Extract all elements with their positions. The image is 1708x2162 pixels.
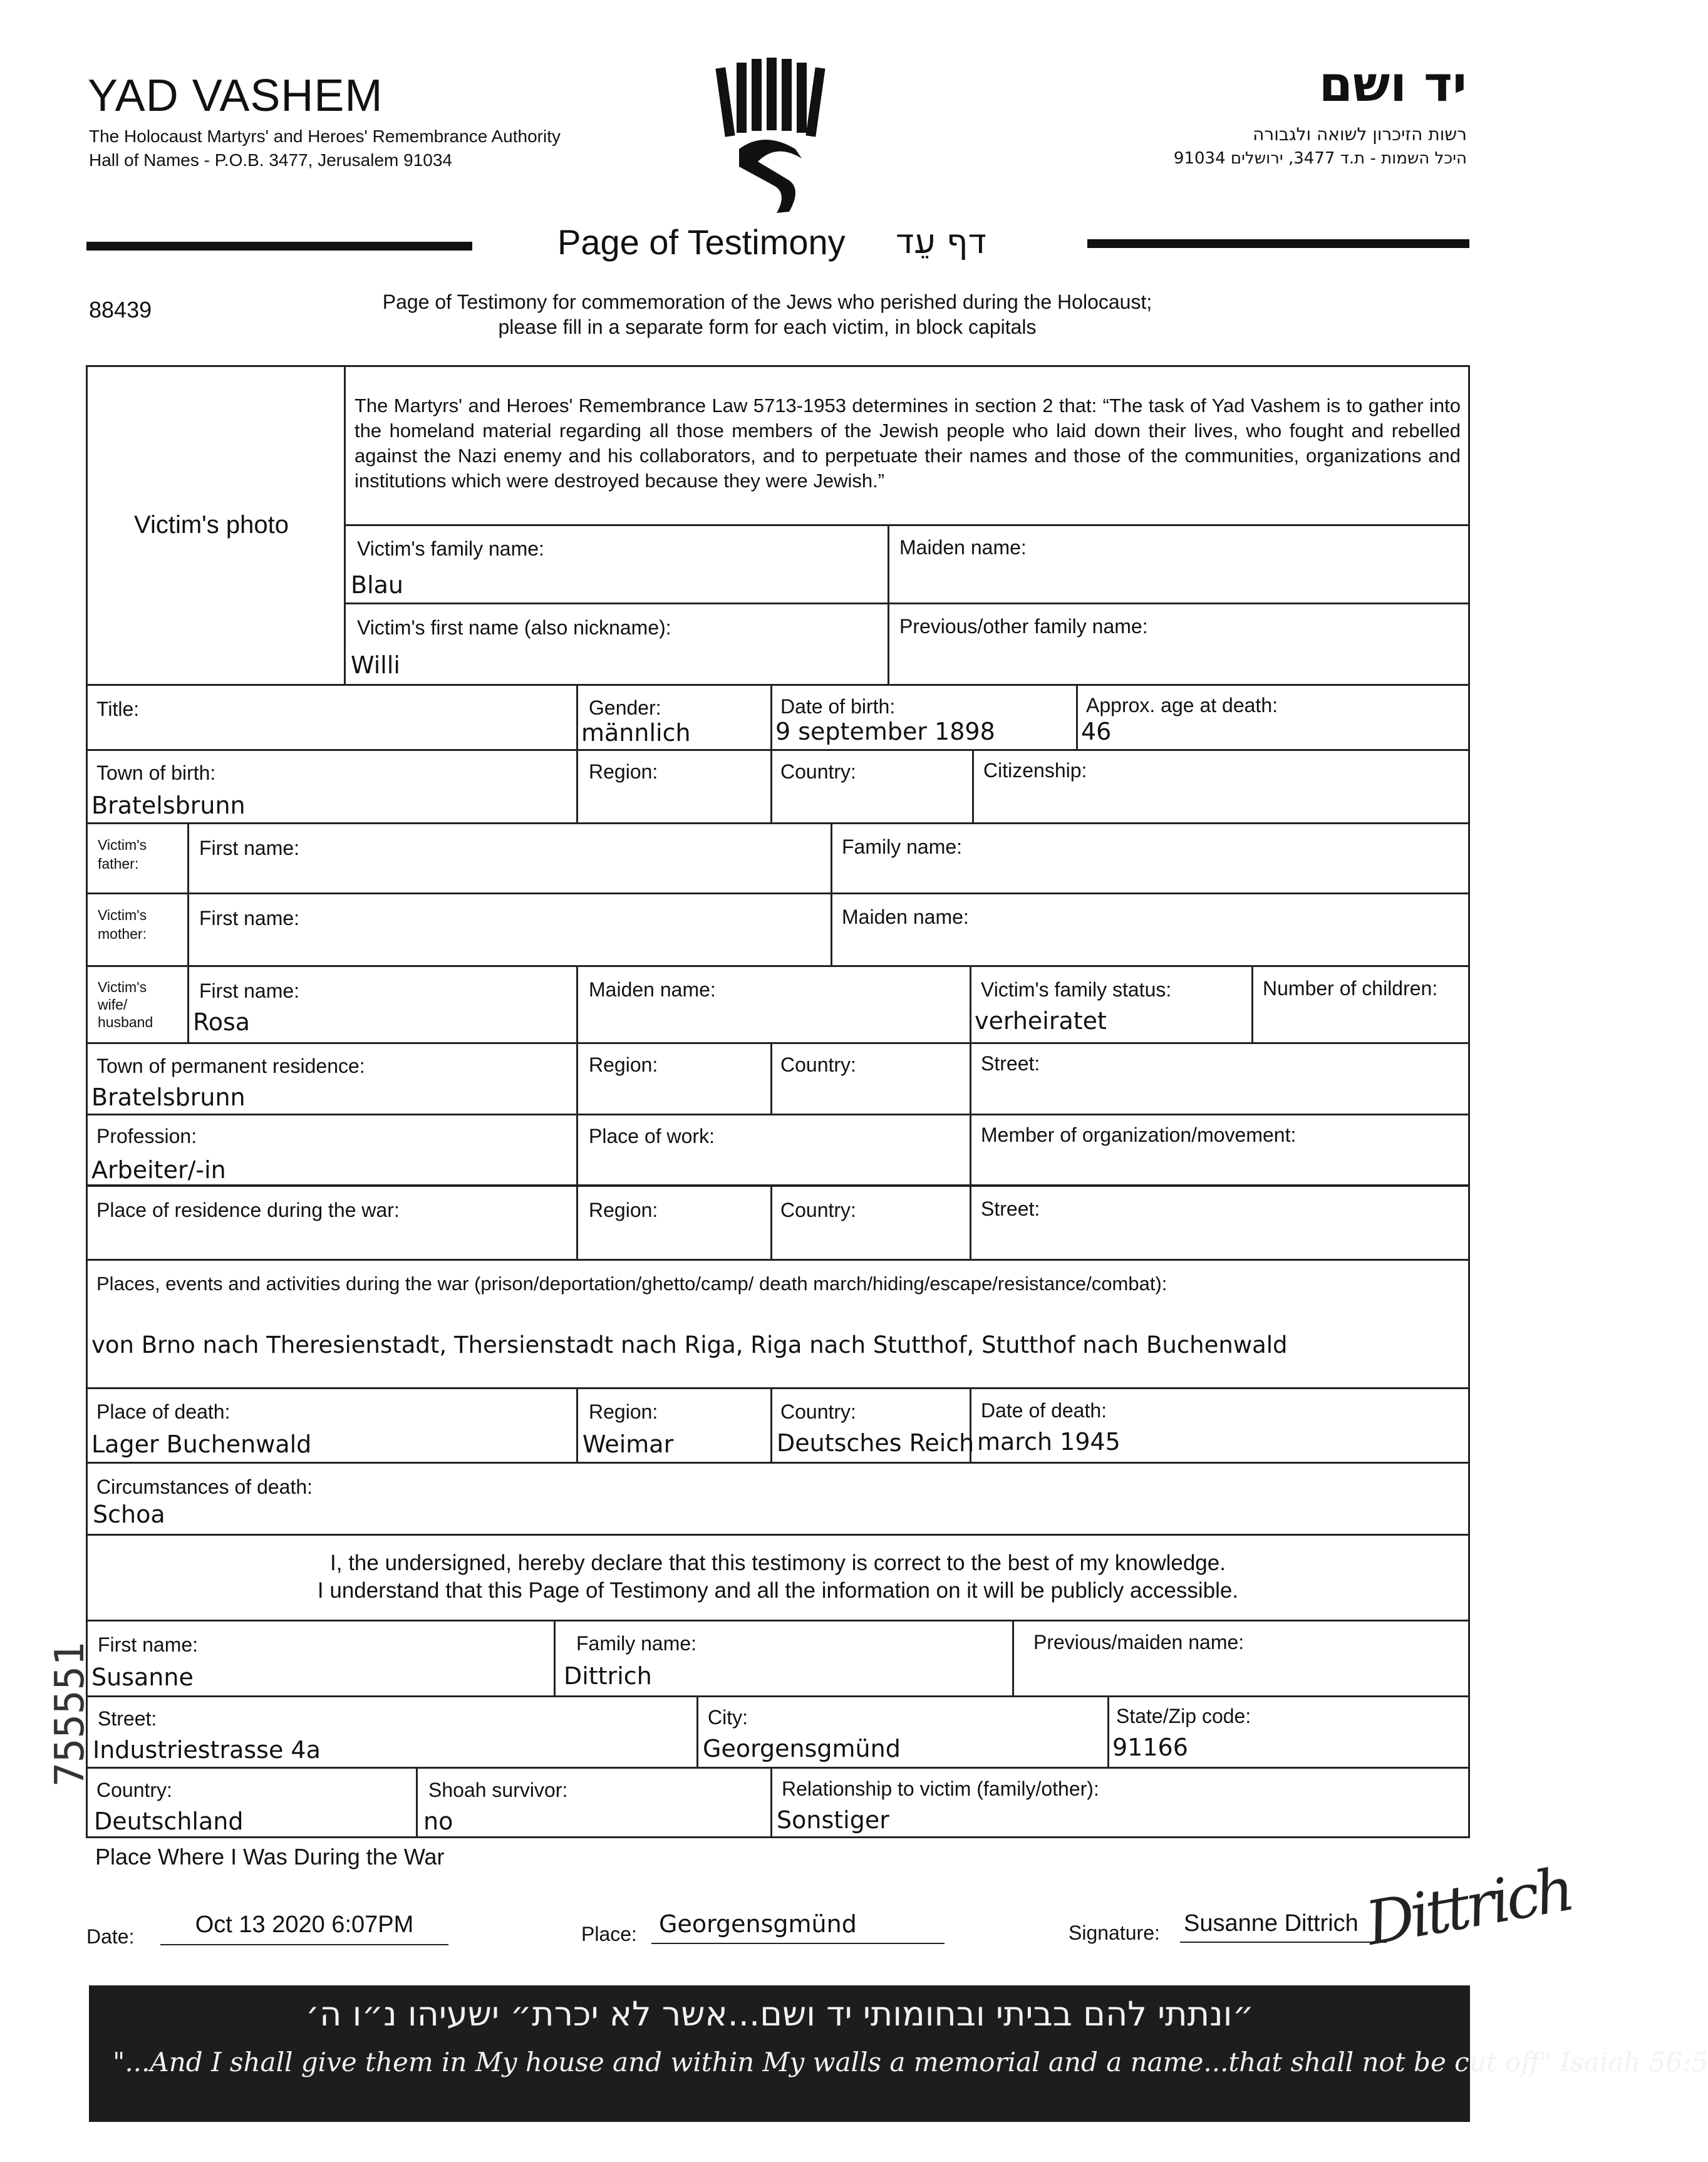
submitter-city-field[interactable]: Georgensgmünd: [703, 1735, 901, 1762]
submitter-family-name-label: Family name:: [576, 1632, 697, 1655]
spouse-first-name-field[interactable]: Rosa: [193, 1008, 251, 1036]
war-place-label: Place Where I Was During the War: [95, 1844, 445, 1870]
date-of-death-label: Date of death:: [981, 1399, 1107, 1422]
place-of-death-label: Place of death:: [96, 1400, 230, 1423]
date-label: Date:: [86, 1925, 135, 1948]
submitter-street-field[interactable]: Industriestrasse 4a: [93, 1736, 321, 1764]
date-of-death-field[interactable]: march 1945: [977, 1428, 1121, 1456]
submitter-street-label: Street:: [98, 1707, 157, 1730]
age-at-death-field[interactable]: 46: [1081, 718, 1112, 745]
form-number: 88439: [89, 297, 152, 323]
spouse-label: Victim's wife/ husband: [98, 979, 153, 1030]
hebrew-org-name: יד ושם: [1318, 56, 1467, 113]
banner-hebrew-verse: ״ונתתי להם בביתי ובחומותי יד ושם...אשר לא יכרת״ ישעיהו נ״ו ה׳: [305, 1994, 1255, 2034]
handwritten-side-number: 755551: [47, 1642, 93, 1787]
previous-family-name-label: Previous/other family name:: [899, 615, 1148, 638]
place-of-work-label: Place of work:: [589, 1125, 715, 1147]
submitter-country-field[interactable]: Deutschland: [94, 1808, 244, 1835]
town-of-birth-label: Town of birth:: [96, 762, 216, 784]
banner-english-verse: "...And I shall give them in My house and within My walls a memorial and a name...that shall not be cut off" Isaiah 56:5: [113, 2047, 1708, 2077]
residence-street-label: Street:: [981, 1052, 1040, 1075]
victim-photo-placeholder[interactable]: Victim's photo: [134, 511, 289, 539]
title-label: Title:: [96, 698, 140, 720]
victim-family-name-label: Victim's family name:: [357, 537, 544, 560]
page-title-hebrew: דף עֵד: [896, 222, 986, 261]
permanent-residence-label: Town of permanent residence:: [96, 1055, 365, 1077]
submitter-family-name-field[interactable]: Dittrich: [564, 1662, 652, 1690]
title-bar-right: [1087, 239, 1469, 248]
citizenship-label: Citizenship:: [983, 759, 1087, 782]
place-field[interactable]: Georgensgmünd: [659, 1910, 857, 1938]
maiden-name-label: Maiden name:: [899, 536, 1027, 559]
signature-field[interactable]: Susanne Dittrich: [1184, 1910, 1359, 1937]
law-text: The Martyrs' and Heroes' Remembrance Law 5713-1953 determines in section 2 that: “The task of Yad Vashem is to gather into the homeland material regarding all those members of the Jewish people who laid down their lives, who fought and rebelled against the Nazi enemy and his collaborators, and to perpetuate their names and those of the communities, organizations and institutions which were destroyed because they were Jewish.”: [355, 395, 1461, 492]
hebrew-org-subtitle: רשות הזיכרון לשואה ולגבורה: [1253, 124, 1467, 145]
residence-country-label: Country:: [780, 1053, 856, 1076]
hebrew-org-address: היכל השמות - ת.ד 3477, ירושלים 91034: [1173, 149, 1467, 168]
intro-line-1: Page of Testimony for commemoration of the Jews who perished during the Holocaust;: [382, 291, 1152, 313]
circumstances-of-death-field[interactable]: Schoa: [93, 1501, 165, 1528]
town-of-birth-field[interactable]: Bratelsbrunn: [91, 792, 246, 819]
shoah-survivor-label: Shoah survivor:: [428, 1779, 568, 1801]
victim-first-name-label: Victim's first name (also nickname):: [357, 616, 671, 639]
intro-line-2: please fill in a separate form for each victim, in block capitals: [498, 316, 1037, 338]
place-label: Place:: [581, 1923, 637, 1945]
relationship-field[interactable]: Sonstiger: [777, 1806, 889, 1834]
spouse-maiden-name-label: Maiden name:: [589, 978, 716, 1001]
number-of-children-label: Number of children:: [1263, 977, 1438, 1000]
place-of-death-field[interactable]: Lager Buchenwald: [91, 1430, 312, 1458]
death-country-field[interactable]: Deutsches Reich: [777, 1429, 975, 1457]
page-title: Page of Testimony: [557, 222, 846, 262]
submitter-zip-field[interactable]: 91166: [1112, 1734, 1188, 1761]
gender-field[interactable]: männlich: [581, 719, 691, 747]
circumstances-of-death-label: Circumstances of death:: [96, 1476, 313, 1498]
war-street-label: Street:: [981, 1197, 1040, 1220]
death-region-label: Region:: [589, 1400, 658, 1423]
yad-vashem-logo-icon: [714, 55, 827, 218]
organization-member-label: Member of organization/movement:: [981, 1124, 1297, 1146]
mother-maiden-name-label: Maiden name:: [842, 906, 969, 928]
org-address: Hall of Names - P.O.B. 3477, Jerusalem 91034: [89, 150, 453, 170]
permanent-residence-field[interactable]: Bratelsbrunn: [91, 1084, 246, 1111]
title-bar-left: [86, 242, 472, 251]
place-underline: [651, 1943, 945, 1944]
relationship-label: Relationship to victim (family/other):: [782, 1777, 1099, 1800]
handwritten-signature: Dittrich: [1360, 1854, 1576, 1959]
org-subtitle: The Holocaust Martyrs' and Heroes' Remembrance Authority: [89, 127, 561, 146]
submitter-previous-name-label: Previous/maiden name:: [1033, 1631, 1245, 1653]
date-of-birth-field[interactable]: 9 september 1898: [775, 718, 995, 745]
death-region-field[interactable]: Weimar: [582, 1430, 674, 1458]
signature-underline: [1180, 1942, 1387, 1943]
father-family-name-label: Family name:: [842, 835, 963, 858]
submitter-first-name-label: First name:: [98, 1633, 199, 1656]
mother-first-name-label: First name:: [199, 907, 300, 929]
submitter-first-name-field[interactable]: Susanne: [91, 1663, 194, 1691]
gender-label: Gender:: [589, 696, 661, 719]
date-of-birth-label: Date of birth:: [780, 695, 896, 718]
family-status-label: Victim's family status:: [981, 978, 1172, 1001]
war-events-label: Places, events and activities during the war (prison/deportation/ghetto/camp/ death march/hiding/escape/resistance/combat):: [96, 1273, 1167, 1295]
shoah-survivor-field[interactable]: no: [423, 1808, 453, 1835]
submitter-city-label: City:: [708, 1706, 748, 1729]
war-region-label: Region:: [589, 1199, 658, 1221]
war-events-field[interactable]: von Brno nach Theresienstadt, Thersienstadt nach Riga, Riga nach Stutthof, Stutthof nach Buchenwald: [91, 1332, 1288, 1358]
victim-family-name-field[interactable]: Blau: [351, 571, 403, 599]
war-residence-label: Place of residence during the war:: [96, 1199, 400, 1221]
birth-country-label: Country:: [780, 760, 856, 783]
org-name: YAD VASHEM: [88, 71, 383, 121]
death-country-label: Country:: [780, 1400, 856, 1423]
father-label: Victim's father:: [98, 837, 147, 872]
father-first-name-label: First name:: [199, 837, 300, 859]
signature-label: Signature:: [1069, 1921, 1160, 1944]
spouse-first-name-label: First name:: [199, 980, 300, 1002]
date-underline: [160, 1944, 448, 1945]
submitter-country-label: Country:: [96, 1779, 172, 1801]
declaration-line-1: I, the undersigned, hereby declare that this testimony is correct to the best of my knowledge.: [330, 1551, 1226, 1575]
war-country-label: Country:: [780, 1199, 856, 1221]
profession-field[interactable]: Arbeiter/-in: [91, 1156, 226, 1184]
date-field[interactable]: Oct 13 2020 6:07PM: [195, 1911, 414, 1938]
submitter-zip-label: State/Zip code:: [1116, 1705, 1251, 1727]
family-status-field[interactable]: verheiratet: [975, 1007, 1107, 1035]
form-frame: [86, 365, 1470, 1838]
birth-region-label: Region:: [589, 760, 658, 783]
declaration-line-2: I understand that this Page of Testimony and all the information on it will be publicly accessible.: [317, 1578, 1239, 1603]
victim-first-name-field[interactable]: Willi: [351, 651, 400, 679]
age-at-death-label: Approx. age at death:: [1086, 694, 1278, 716]
mother-label: Victim's mother:: [98, 907, 147, 942]
residence-region-label: Region:: [589, 1053, 658, 1076]
profession-label: Profession:: [96, 1125, 197, 1147]
